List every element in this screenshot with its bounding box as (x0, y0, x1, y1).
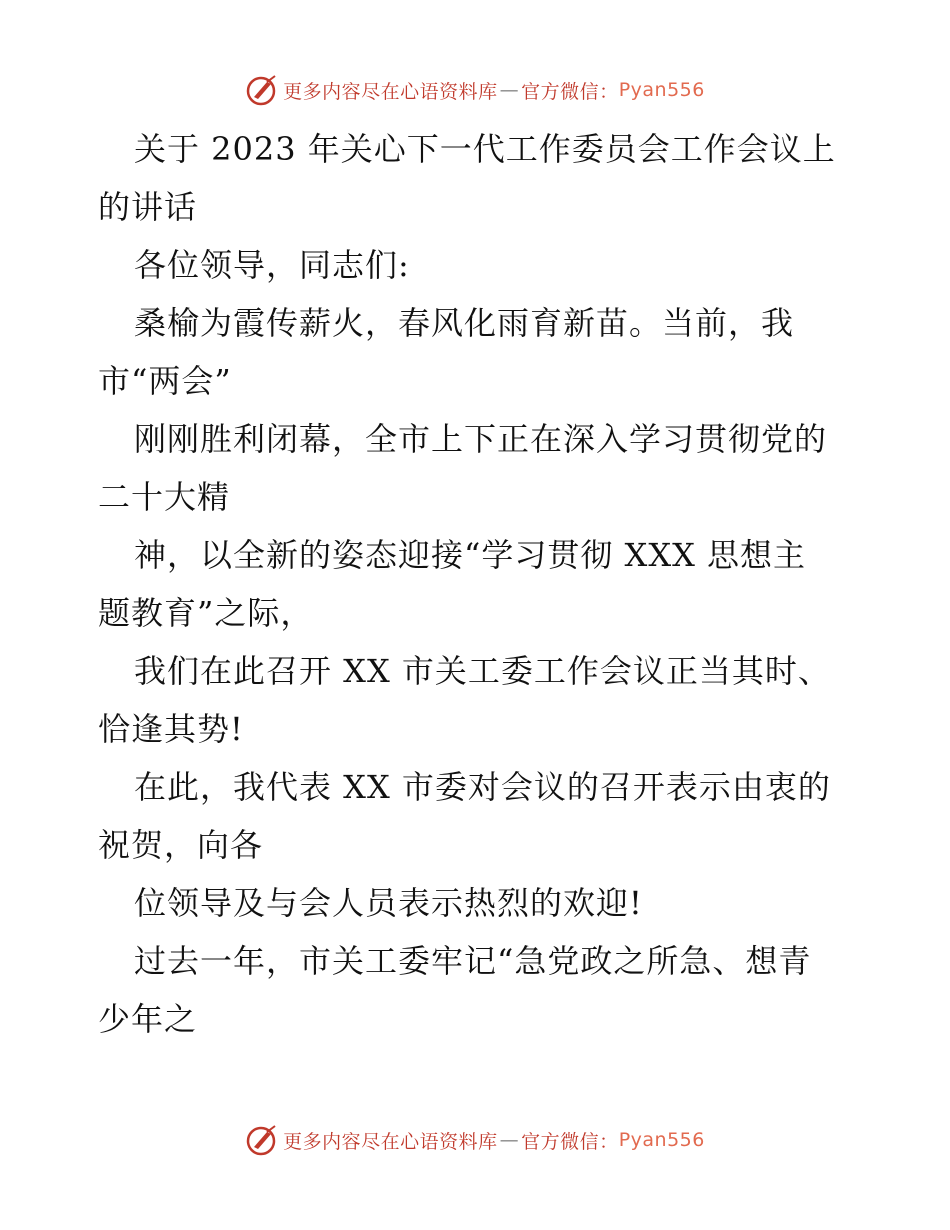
text-line: 在此，我代表 XX 市委对会议的召开表示由衷的 (134, 768, 831, 806)
footer-banner (0, 1120, 950, 1160)
text-line: 市“两会” (98, 362, 232, 400)
text-line: 关于 2023 年关心下一代工作委员会工作会议上 (134, 130, 836, 168)
banner-dash: — (499, 79, 520, 101)
banner-wechat-label: 官方微信： (521, 1130, 619, 1153)
text-line: 刚刚胜利闭幕，全市上下正在深入学习贯彻党的 (134, 420, 828, 458)
banner-wechat-label: 官方微信： (521, 80, 619, 103)
document-body (98, 120, 858, 1048)
text-line: 我们在此召开 XX 市关工委工作会议正当其时、 (134, 652, 831, 690)
text-line: 祝贺，向各 (98, 826, 264, 864)
banner-text: 更多内容尽在心语资料库 (283, 1130, 498, 1153)
text-line: 过去一年，市关工委牢记“急党政之所急、想青 (134, 942, 812, 980)
text-line: 各位领导，同志们: (134, 246, 410, 284)
text-line: 少年之 (98, 1000, 198, 1038)
text-line: 的讲话 (98, 188, 198, 226)
text-line: 二十大精 (98, 478, 231, 516)
text-line: 位领导及与会人员表示热烈的欢迎! (134, 884, 643, 922)
banner-wechat-id: Pyan556 (618, 79, 705, 101)
banner-wechat-id: Pyan556 (618, 1129, 705, 1151)
text-line: 恰逢其势! (98, 710, 244, 748)
text-line: 题教育”之际， (98, 594, 314, 632)
text-line: 桑榆为霞传薪火，春风化雨育新苗。当前，我 (134, 304, 795, 342)
banner-dash: — (499, 1129, 520, 1151)
quill-logo-icon (245, 1123, 279, 1157)
header-banner (0, 70, 950, 110)
quill-logo-icon (245, 73, 279, 107)
banner-text: 更多内容尽在心语资料库 (283, 80, 498, 103)
text-line: 神，以全新的姿态迎接“学习贯彻 XXX 思想主 (134, 536, 807, 574)
